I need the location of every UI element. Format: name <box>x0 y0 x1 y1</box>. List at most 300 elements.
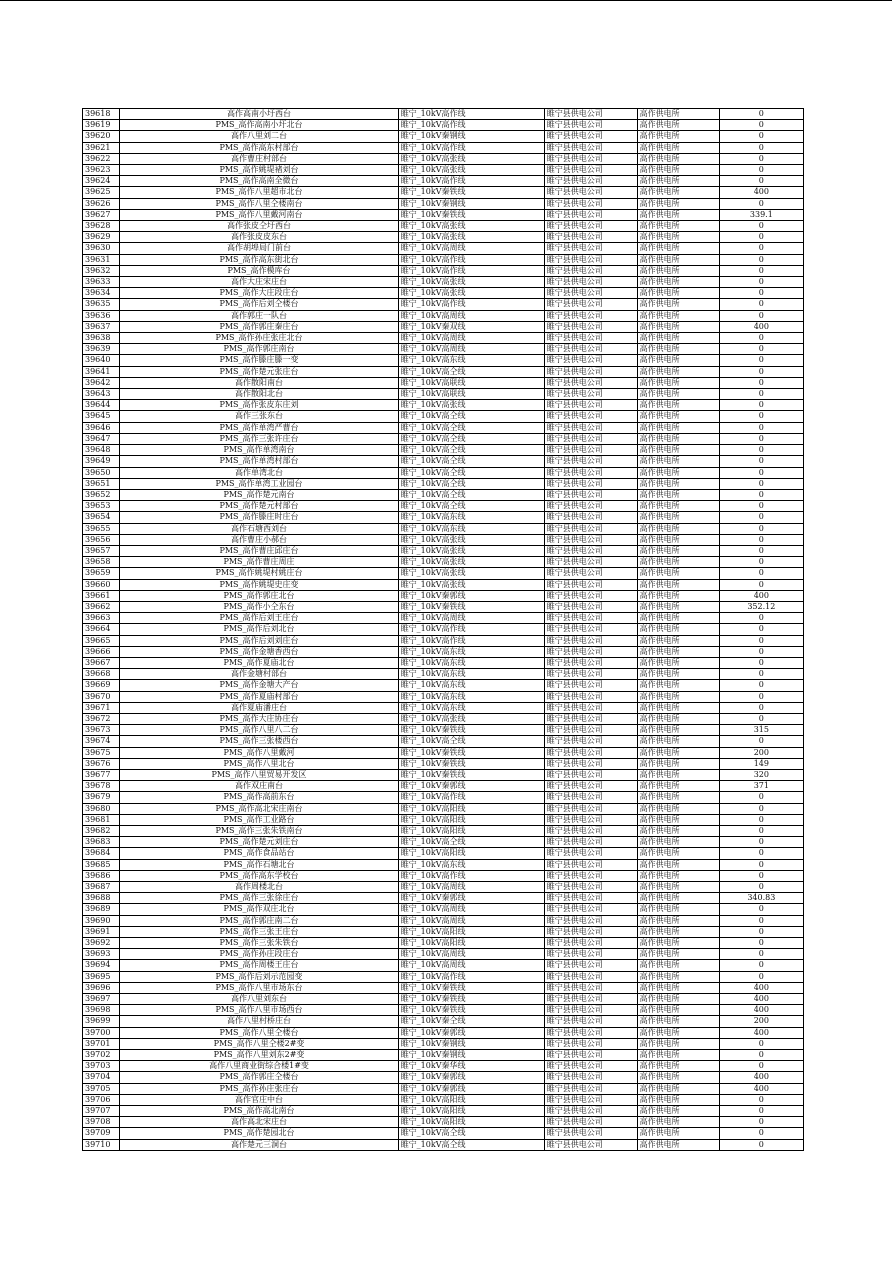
station-cell: 高作供电所 <box>637 445 719 456</box>
table-row <box>83 1016 804 1027</box>
transformer-name-cell: PMS_高作单湾村部台 <box>120 456 398 467</box>
capacity-cell: 315 <box>719 725 803 736</box>
company-cell: 睢宁县供电公司 <box>544 971 637 982</box>
company-cell: 睢宁县供电公司 <box>544 702 637 713</box>
table-row <box>83 512 804 523</box>
row-id-cell: 39626 <box>83 198 120 209</box>
company-cell: 睢宁县供电公司 <box>544 982 637 993</box>
row-id-cell: 39670 <box>83 691 120 702</box>
feeder-line-cell: 睢宁_10kV高仝线 <box>398 478 544 489</box>
row-id-cell: 39659 <box>83 568 120 579</box>
feeder-line-cell: 睢宁_10kV高仝线 <box>398 433 544 444</box>
capacity-cell: 0 <box>719 165 803 176</box>
company-cell: 睢宁县供电公司 <box>544 310 637 321</box>
station-cell: 高作供电所 <box>637 646 719 657</box>
capacity-cell: 0 <box>719 915 803 926</box>
row-id-cell: 39628 <box>83 221 120 232</box>
station-cell: 高作供电所 <box>637 344 719 355</box>
station-cell: 高作供电所 <box>637 1005 719 1016</box>
row-id-cell: 39691 <box>83 926 120 937</box>
transformer-name-cell: PMS_高作八里戴河南台 <box>120 209 398 220</box>
feeder-line-cell: 睢宁_10kV高张线 <box>398 545 544 556</box>
table-row <box>83 221 804 232</box>
feeder-line-cell: 睢宁_10kV高张线 <box>398 288 544 299</box>
company-cell: 睢宁县供电公司 <box>544 288 637 299</box>
row-id-cell: 39697 <box>83 994 120 1005</box>
station-cell: 高作供电所 <box>637 747 719 758</box>
company-cell: 睢宁县供电公司 <box>544 243 637 254</box>
capacity-cell: 400 <box>719 321 803 332</box>
station-cell: 高作供电所 <box>637 1139 719 1150</box>
station-cell: 高作供电所 <box>637 277 719 288</box>
capacity-cell: 0 <box>719 355 803 366</box>
feeder-line-cell: 睢宁_10kV高东线 <box>398 657 544 668</box>
feeder-line-cell: 睢宁_10kV高周线 <box>398 949 544 960</box>
table-row <box>83 579 804 590</box>
row-id-cell: 39666 <box>83 646 120 657</box>
feeder-line-cell: 睢宁_10kV高张线 <box>398 534 544 545</box>
station-cell: 高作供电所 <box>637 769 719 780</box>
row-id-cell: 39656 <box>83 534 120 545</box>
station-cell: 高作供电所 <box>637 904 719 915</box>
transformer-name-cell: PMS_高作单湾严曹台 <box>120 422 398 433</box>
company-cell: 睢宁县供电公司 <box>544 265 637 276</box>
row-id-cell: 39618 <box>83 109 120 120</box>
company-cell: 睢宁县供电公司 <box>544 400 637 411</box>
transformer-name-cell: 高作散阳北台 <box>120 389 398 400</box>
company-cell: 睢宁县供电公司 <box>544 725 637 736</box>
station-cell: 高作供电所 <box>637 1038 719 1049</box>
company-cell: 睢宁县供电公司 <box>544 109 637 120</box>
transformer-name-cell: PMS_高作孙庄段庄台 <box>120 949 398 960</box>
transformer-name-cell: PMS_高作姚堤褚刘台 <box>120 165 398 176</box>
capacity-cell: 0 <box>719 120 803 131</box>
company-cell: 睢宁县供电公司 <box>544 792 637 803</box>
company-cell: 睢宁县供电公司 <box>544 1106 637 1117</box>
transformer-name-cell: PMS_高作后刘王庄台 <box>120 613 398 624</box>
feeder-line-cell: 睢宁_10kV秦钢线 <box>398 131 544 142</box>
row-id-cell: 39649 <box>83 456 120 467</box>
feeder-line-cell: 睢宁_10kV高阳线 <box>398 938 544 949</box>
capacity-cell: 0 <box>719 1128 803 1139</box>
company-cell: 睢宁县供电公司 <box>544 568 637 579</box>
row-id-cell: 39623 <box>83 165 120 176</box>
transformer-name-cell: PMS_高作后刘刘庄台 <box>120 635 398 646</box>
station-cell: 高作供电所 <box>637 377 719 388</box>
transformer-name-cell: PMS_高作曹庄周庄 <box>120 557 398 568</box>
capacity-cell: 0 <box>719 904 803 915</box>
station-cell: 高作供电所 <box>637 938 719 949</box>
station-cell: 高作供电所 <box>637 165 719 176</box>
capacity-cell: 0 <box>719 826 803 837</box>
capacity-cell: 371 <box>719 781 803 792</box>
capacity-cell: 0 <box>719 198 803 209</box>
company-cell: 睢宁县供电公司 <box>544 904 637 915</box>
table-row <box>83 366 804 377</box>
table-row <box>83 680 804 691</box>
station-cell: 高作供电所 <box>637 1128 719 1139</box>
capacity-cell: 400 <box>719 1005 803 1016</box>
capacity-cell: 0 <box>719 299 803 310</box>
transformer-name-cell: PMS_高作八里仝楼2#变 <box>120 1038 398 1049</box>
transformer-name-cell: PMS_高作工业路台 <box>120 814 398 825</box>
table-row <box>83 568 804 579</box>
capacity-cell: 0 <box>719 713 803 724</box>
row-id-cell: 39658 <box>83 557 120 568</box>
station-cell: 高作供电所 <box>637 1050 719 1061</box>
capacity-cell: 400 <box>719 1072 803 1083</box>
company-cell: 睢宁县供电公司 <box>544 680 637 691</box>
feeder-line-cell: 睢宁_10kV高作线 <box>398 971 544 982</box>
row-id-cell: 39645 <box>83 411 120 422</box>
company-cell: 睢宁县供电公司 <box>544 545 637 556</box>
capacity-cell: 0 <box>719 478 803 489</box>
transformer-name-cell: PMS_高作八里市场西台 <box>120 1005 398 1016</box>
station-cell: 高作供电所 <box>637 758 719 769</box>
row-id-cell: 39624 <box>83 176 120 187</box>
table-row <box>83 769 804 780</box>
station-cell: 高作供电所 <box>637 355 719 366</box>
table-row <box>83 489 804 500</box>
transformer-name-cell: PMS_高作高东学校台 <box>120 870 398 881</box>
station-cell: 高作供电所 <box>637 333 719 344</box>
table-row <box>83 478 804 489</box>
transformer-name-cell: PMS_高作滕庄滕一变 <box>120 355 398 366</box>
transformer-name-cell: PMS_高作大庄段庄台 <box>120 288 398 299</box>
station-cell: 高作供电所 <box>637 613 719 624</box>
table-row <box>83 747 804 758</box>
company-cell: 睢宁县供电公司 <box>544 467 637 478</box>
table-row <box>83 400 804 411</box>
table-row <box>83 142 804 153</box>
table-row <box>83 501 804 512</box>
table-row <box>83 691 804 702</box>
table-row <box>83 389 804 400</box>
station-cell: 高作供电所 <box>637 949 719 960</box>
row-id-cell: 39680 <box>83 803 120 814</box>
company-cell: 睢宁县供电公司 <box>544 870 637 881</box>
row-id-cell: 39648 <box>83 445 120 456</box>
capacity-cell: 0 <box>719 646 803 657</box>
transformer-name-cell: 高作三张东台 <box>120 411 398 422</box>
station-cell: 高作供电所 <box>637 198 719 209</box>
station-cell: 高作供电所 <box>637 725 719 736</box>
table-row <box>83 1072 804 1083</box>
station-cell: 高作供电所 <box>637 882 719 893</box>
transformer-name-cell: 高作双庄南台 <box>120 781 398 792</box>
feeder-line-cell: 睢宁_10kV高张线 <box>398 277 544 288</box>
feeder-line-cell: 睢宁_10kV秦铁线 <box>398 769 544 780</box>
station-cell: 高作供电所 <box>637 523 719 534</box>
feeder-line-cell: 睢宁_10kV秦铁线 <box>398 725 544 736</box>
row-id-cell: 39694 <box>83 960 120 971</box>
station-cell: 高作供电所 <box>637 187 719 198</box>
row-id-cell: 39625 <box>83 187 120 198</box>
transformer-name-cell: PMS_高作三张朱铁台 <box>120 938 398 949</box>
row-id-cell: 39706 <box>83 1094 120 1105</box>
company-cell: 睢宁县供电公司 <box>544 691 637 702</box>
table-row <box>83 870 804 881</box>
capacity-cell: 0 <box>719 1061 803 1072</box>
transformer-name-cell: PMS_高作高东街北台 <box>120 254 398 265</box>
station-cell: 高作供电所 <box>637 926 719 937</box>
feeder-line-cell: 睢宁_10kV高张线 <box>398 400 544 411</box>
station-cell: 高作供电所 <box>637 1072 719 1083</box>
capacity-cell: 0 <box>719 803 803 814</box>
feeder-line-cell: 睢宁_10kV高仝线 <box>398 736 544 747</box>
transformer-name-cell: PMS_高作金塘香西台 <box>120 646 398 657</box>
capacity-cell: 0 <box>719 333 803 344</box>
row-id-cell: 39679 <box>83 792 120 803</box>
capacity-cell: 0 <box>719 848 803 859</box>
row-id-cell: 39676 <box>83 758 120 769</box>
company-cell: 睢宁县供电公司 <box>544 747 637 758</box>
capacity-cell: 0 <box>719 736 803 747</box>
table-row <box>83 702 804 713</box>
capacity-cell: 0 <box>719 344 803 355</box>
company-cell: 睢宁县供电公司 <box>544 198 637 209</box>
row-id-cell: 39627 <box>83 209 120 220</box>
capacity-cell: 0 <box>719 445 803 456</box>
row-id-cell: 39620 <box>83 131 120 142</box>
station-cell: 高作供电所 <box>637 669 719 680</box>
row-id-cell: 39696 <box>83 982 120 993</box>
row-id-cell: 39650 <box>83 467 120 478</box>
transformer-name-cell: PMS_高作八里刘东2#变 <box>120 1050 398 1061</box>
row-id-cell: 39710 <box>83 1139 120 1150</box>
table-row <box>83 893 804 904</box>
feeder-line-cell: 睢宁_10kV高作线 <box>398 299 544 310</box>
capacity-cell: 400 <box>719 1027 803 1038</box>
row-id-cell: 39662 <box>83 601 120 612</box>
feeder-line-cell: 睢宁_10kV高张线 <box>398 713 544 724</box>
company-cell: 睢宁县供电公司 <box>544 299 637 310</box>
capacity-cell: 0 <box>719 254 803 265</box>
capacity-cell: 0 <box>719 613 803 624</box>
station-cell: 高作供电所 <box>637 702 719 713</box>
transformer-name-cell: PMS_高作楚元刘庄台 <box>120 837 398 848</box>
table-row <box>83 781 804 792</box>
transformer-name-cell: PMS_高作郭庄南台 <box>120 344 398 355</box>
feeder-line-cell: 睢宁_10kV秦钢线 <box>398 198 544 209</box>
feeder-line-cell: 睢宁_10kV高作线 <box>398 265 544 276</box>
company-cell: 睢宁县供电公司 <box>544 445 637 456</box>
station-cell: 高作供电所 <box>637 982 719 993</box>
station-cell: 高作供电所 <box>637 467 719 478</box>
feeder-line-cell: 睢宁_10kV高阳线 <box>398 1106 544 1117</box>
row-id-cell: 39681 <box>83 814 120 825</box>
company-cell: 睢宁县供电公司 <box>544 389 637 400</box>
feeder-line-cell: 睢宁_10kV高东线 <box>398 512 544 523</box>
capacity-cell: 0 <box>719 422 803 433</box>
capacity-cell: 0 <box>719 411 803 422</box>
transformer-name-cell: 高作曹庄村部台 <box>120 153 398 164</box>
company-cell: 睢宁县供电公司 <box>544 590 637 601</box>
row-id-cell: 39704 <box>83 1072 120 1083</box>
capacity-cell: 352.12 <box>719 601 803 612</box>
station-cell: 高作供电所 <box>637 433 719 444</box>
station-cell: 高作供电所 <box>637 848 719 859</box>
transformer-name-cell: PMS_高作石塘北台 <box>120 859 398 870</box>
company-cell: 睢宁县供电公司 <box>544 377 637 388</box>
table-row <box>83 713 804 724</box>
company-cell: 睢宁县供电公司 <box>544 994 637 1005</box>
transformer-name-cell: PMS_高作高北宋庄南台 <box>120 803 398 814</box>
feeder-line-cell: 睢宁_10kV高仝线 <box>398 837 544 848</box>
table-row <box>83 792 804 803</box>
row-id-cell: 39655 <box>83 523 120 534</box>
transformer-name-cell: PMS_高作食品站台 <box>120 848 398 859</box>
capacity-cell: 0 <box>719 109 803 120</box>
feeder-line-cell: 睢宁_10kV秦郭线 <box>398 1072 544 1083</box>
capacity-cell: 400 <box>719 1083 803 1094</box>
table-row <box>83 411 804 422</box>
transformer-name-cell: PMS_高作后刘北台 <box>120 624 398 635</box>
company-cell: 睢宁县供电公司 <box>544 1139 637 1150</box>
row-id-cell: 39635 <box>83 299 120 310</box>
capacity-cell: 0 <box>719 467 803 478</box>
table-row <box>83 534 804 545</box>
capacity-cell: 400 <box>719 187 803 198</box>
capacity-cell: 0 <box>719 1094 803 1105</box>
company-cell: 睢宁县供电公司 <box>544 657 637 668</box>
feeder-line-cell: 睢宁_10kV高东线 <box>398 355 544 366</box>
row-id-cell: 39642 <box>83 377 120 388</box>
row-id-cell: 39653 <box>83 501 120 512</box>
transformer-name-cell: PMS_高作姚堤史庄变 <box>120 579 398 590</box>
company-cell: 睢宁县供电公司 <box>544 221 637 232</box>
feeder-line-cell: 睢宁_10kV秦仝线 <box>398 1016 544 1027</box>
row-id-cell: 39634 <box>83 288 120 299</box>
company-cell: 睢宁县供电公司 <box>544 769 637 780</box>
top-border-line <box>0 0 892 1</box>
table-row <box>83 982 804 993</box>
station-cell: 高作供电所 <box>637 792 719 803</box>
feeder-line-cell: 睢宁_10kV秦双线 <box>398 321 544 332</box>
capacity-cell: 0 <box>719 153 803 164</box>
feeder-line-cell: 睢宁_10kV秦钢线 <box>398 1050 544 1061</box>
company-cell: 睢宁县供电公司 <box>544 926 637 937</box>
capacity-cell: 149 <box>719 758 803 769</box>
transformer-name-cell: PMS_高作楚元南台 <box>120 489 398 500</box>
row-id-cell: 39686 <box>83 870 120 881</box>
table-row <box>83 1038 804 1049</box>
transformer-name-cell: PMS_高作姚堤村姚庄台 <box>120 568 398 579</box>
feeder-line-cell: 睢宁_10kV高作线 <box>398 142 544 153</box>
company-cell: 睢宁县供电公司 <box>544 1094 637 1105</box>
feeder-line-cell: 睢宁_10kV高仝线 <box>398 445 544 456</box>
transformer-name-cell: PMS_高作孙庄张庄台 <box>120 1083 398 1094</box>
table-row <box>83 590 804 601</box>
company-cell: 睢宁县供电公司 <box>544 758 637 769</box>
station-cell: 高作供电所 <box>637 120 719 131</box>
company-cell: 睢宁县供电公司 <box>544 646 637 657</box>
capacity-cell: 0 <box>719 814 803 825</box>
company-cell: 睢宁县供电公司 <box>544 142 637 153</box>
transformer-name-cell: PMS_高作高南小圩北台 <box>120 120 398 131</box>
capacity-cell: 0 <box>719 949 803 960</box>
company-cell: 睢宁县供电公司 <box>544 635 637 646</box>
company-cell: 睢宁县供电公司 <box>544 187 637 198</box>
station-cell: 高作供电所 <box>637 142 719 153</box>
company-cell: 睢宁县供电公司 <box>544 960 637 971</box>
row-id-cell: 39684 <box>83 848 120 859</box>
row-id-cell: 39689 <box>83 904 120 915</box>
table-row <box>83 859 804 870</box>
company-cell: 睢宁县供电公司 <box>544 422 637 433</box>
transformer-name-cell: 高作张皮皮东台 <box>120 232 398 243</box>
company-cell: 睢宁县供电公司 <box>544 803 637 814</box>
row-id-cell: 39668 <box>83 669 120 680</box>
transformer-name-cell: 高作周楼北台 <box>120 882 398 893</box>
feeder-line-cell: 睢宁_10kV高作线 <box>398 109 544 120</box>
company-cell: 睢宁县供电公司 <box>544 489 637 500</box>
table-row <box>83 153 804 164</box>
feeder-line-cell: 睢宁_10kV秦郭线 <box>398 893 544 904</box>
capacity-cell: 0 <box>719 366 803 377</box>
transformer-name-cell: PMS_高作三张朱铁南台 <box>120 826 398 837</box>
feeder-line-cell: 睢宁_10kV秦华线 <box>398 1061 544 1072</box>
transformer-name-cell: PMS_高作三张王庄台 <box>120 926 398 937</box>
capacity-cell: 0 <box>719 523 803 534</box>
transformer-name-cell: PMS_高作三张许庄台 <box>120 433 398 444</box>
company-cell: 睢宁县供电公司 <box>544 781 637 792</box>
transformer-name-cell: PMS_高作张皮东庄刘 <box>120 400 398 411</box>
row-id-cell: 39693 <box>83 949 120 960</box>
capacity-cell: 0 <box>719 1139 803 1150</box>
capacity-cell: 0 <box>719 624 803 635</box>
transformer-name-cell: PMS_高作楚园北台 <box>120 1128 398 1139</box>
company-cell: 睢宁县供电公司 <box>544 355 637 366</box>
station-cell: 高作供电所 <box>637 837 719 848</box>
table-body <box>83 109 804 1151</box>
table-row <box>83 523 804 534</box>
row-id-cell: 39637 <box>83 321 120 332</box>
row-id-cell: 39654 <box>83 512 120 523</box>
table-row <box>83 1106 804 1117</box>
company-cell: 睢宁县供电公司 <box>544 1038 637 1049</box>
capacity-cell: 400 <box>719 982 803 993</box>
row-id-cell: 39682 <box>83 826 120 837</box>
station-cell: 高作供电所 <box>637 1083 719 1094</box>
feeder-line-cell: 睢宁_10kV秦铁线 <box>398 187 544 198</box>
table-row <box>83 545 804 556</box>
table-row <box>83 1005 804 1016</box>
transformer-name-cell: PMS_高作八里仝楼台 <box>120 1027 398 1038</box>
capacity-cell: 0 <box>719 131 803 142</box>
company-cell: 睢宁县供电公司 <box>544 523 637 534</box>
feeder-line-cell: 睢宁_10kV秦郭线 <box>398 781 544 792</box>
table-row <box>83 165 804 176</box>
capacity-cell: 0 <box>719 310 803 321</box>
capacity-cell: 0 <box>719 534 803 545</box>
capacity-cell: 0 <box>719 938 803 949</box>
distribution-transformer-table <box>82 108 804 1151</box>
company-cell: 睢宁县供电公司 <box>544 478 637 489</box>
feeder-line-cell: 睢宁_10kV高周线 <box>398 613 544 624</box>
transformer-name-cell: 高作八里刘东台 <box>120 994 398 1005</box>
feeder-line-cell: 睢宁_10kV高东线 <box>398 859 544 870</box>
station-cell: 高作供电所 <box>637 893 719 904</box>
feeder-line-cell: 睢宁_10kV高周线 <box>398 344 544 355</box>
capacity-cell: 0 <box>719 971 803 982</box>
station-cell: 高作供电所 <box>637 265 719 276</box>
row-id-cell: 39675 <box>83 747 120 758</box>
row-id-cell: 39688 <box>83 893 120 904</box>
transformer-name-cell: 高作散阳南台 <box>120 377 398 388</box>
row-id-cell: 39621 <box>83 142 120 153</box>
feeder-line-cell: 睢宁_10kV秦铁线 <box>398 758 544 769</box>
